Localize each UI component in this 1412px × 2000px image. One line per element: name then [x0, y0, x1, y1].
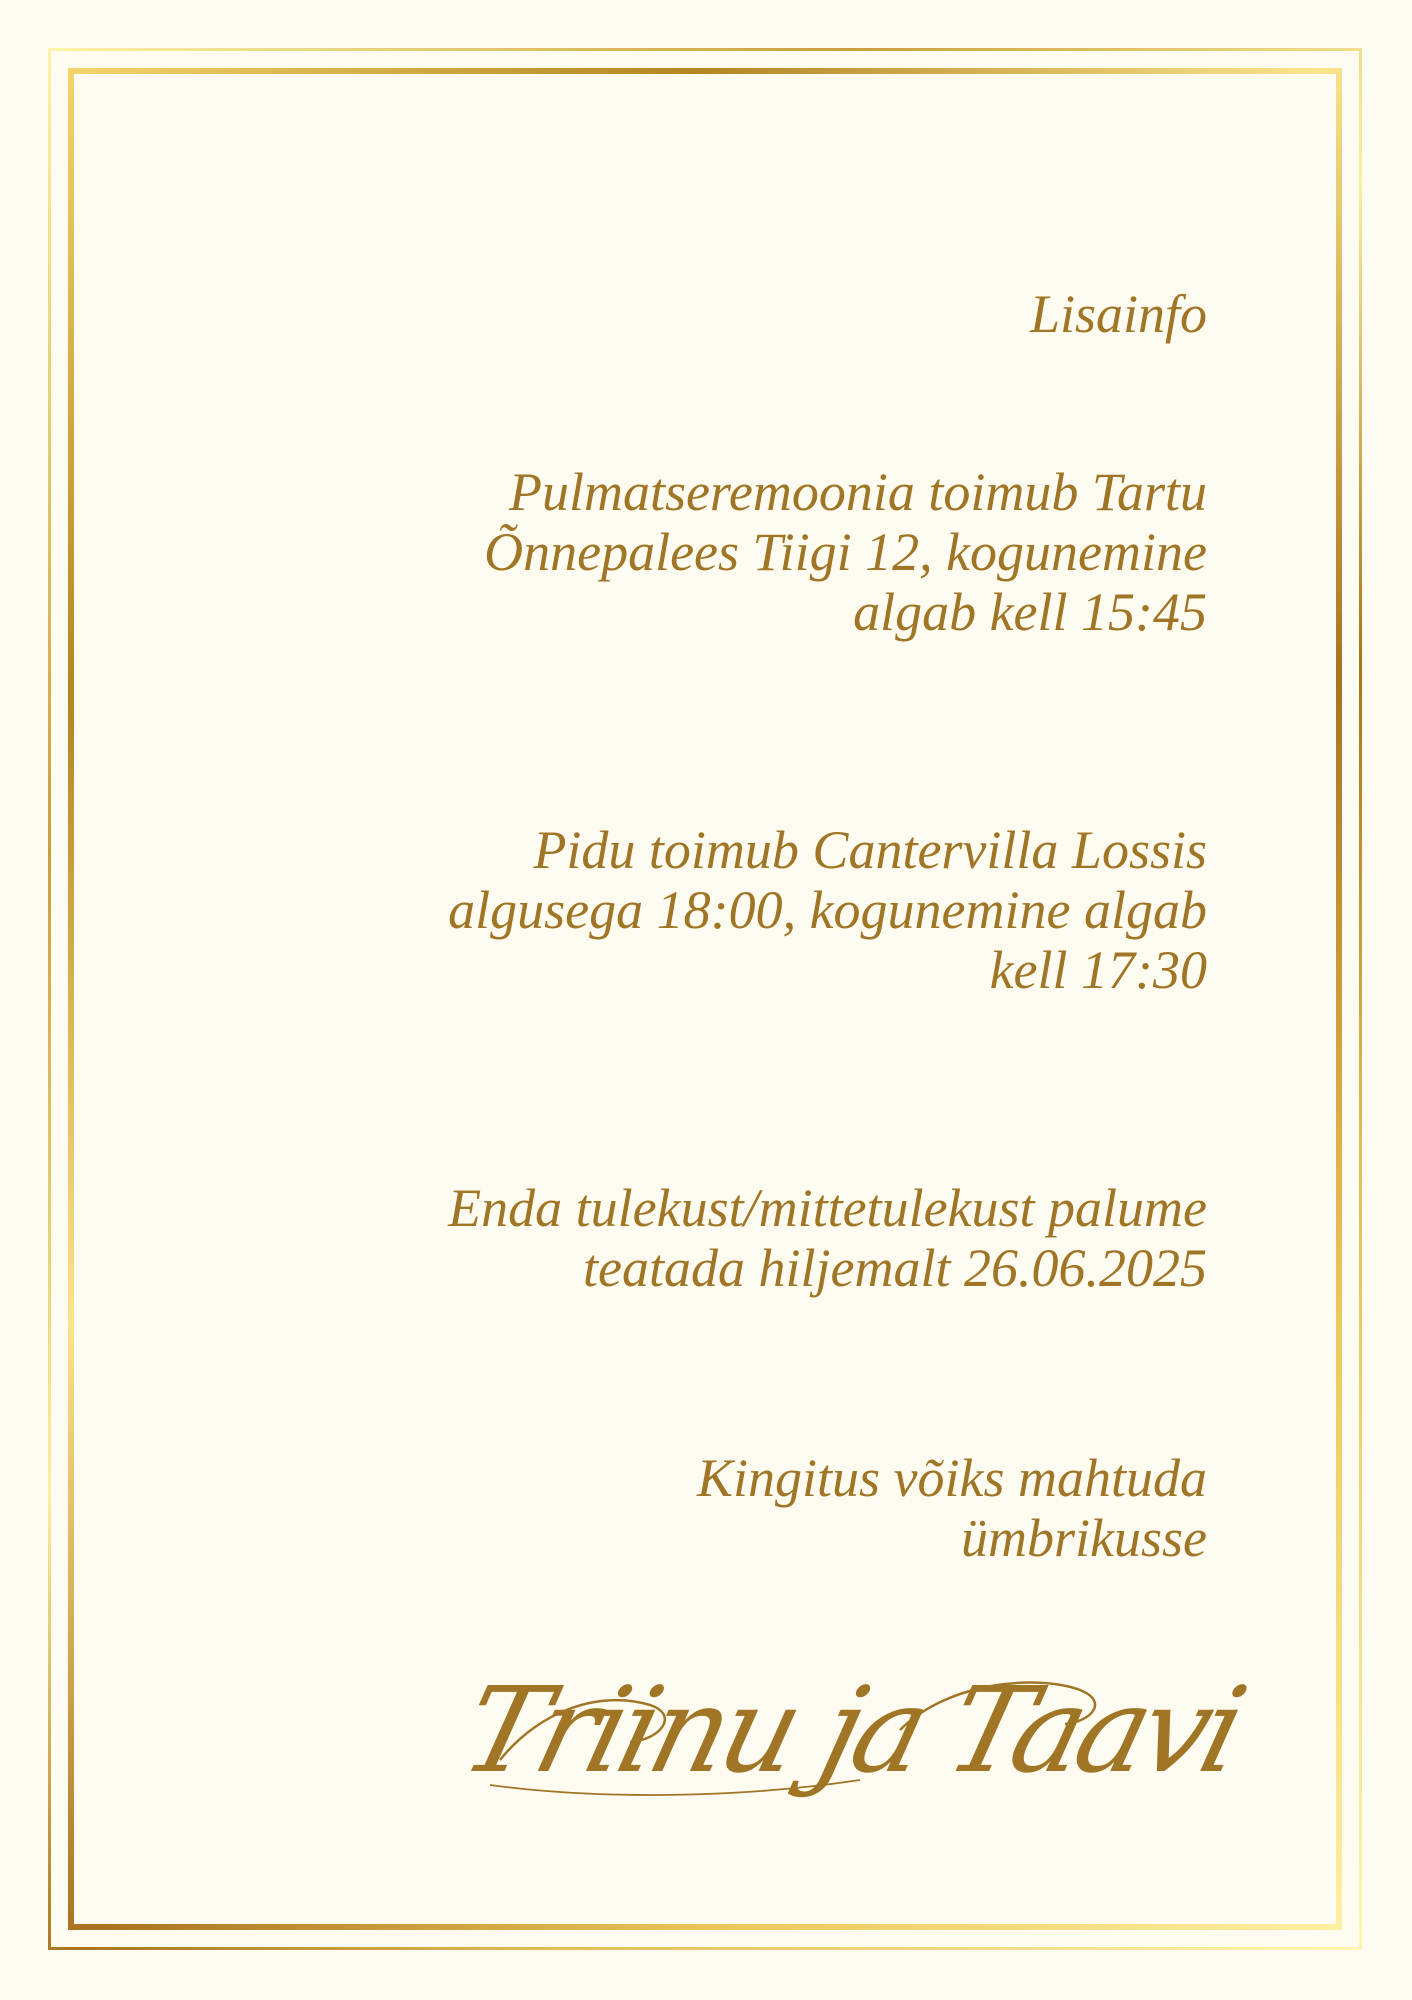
ceremony-line-3: algab kell 15:45: [853, 582, 1207, 642]
gift-line-1: Kingitus võiks mahtuda: [697, 1448, 1207, 1508]
party-line-2: algusega 18:00, kogunemine algab: [448, 880, 1207, 940]
ceremony-line-1: Pulmatseremoonia toimub Tartu: [508, 462, 1207, 522]
gift-paragraph: [697, 1448, 1207, 1568]
rsvp-line-1: Enda tulekust/mittetulekust palume: [448, 1178, 1207, 1238]
rsvp-paragraph: [448, 1178, 1207, 1298]
rsvp-line-2: teatada hiljemalt 26.06.2025: [583, 1238, 1207, 1298]
signature-names: Triinu ja Taavi: [449, 1661, 1254, 1799]
heading-lisainfo: Lisainfo: [1029, 284, 1207, 344]
gift-line-2: ümbrikusse: [961, 1508, 1207, 1568]
ceremony-paragraph: [484, 462, 1207, 642]
party-line-1: Pidu toimub Cantervilla Lossis: [533, 820, 1207, 880]
party-paragraph: [448, 820, 1207, 1000]
ceremony-line-2: Õnnepalees Tiigi 12, kogunemine: [484, 522, 1207, 582]
party-line-3: kell 17:30: [989, 940, 1207, 1000]
